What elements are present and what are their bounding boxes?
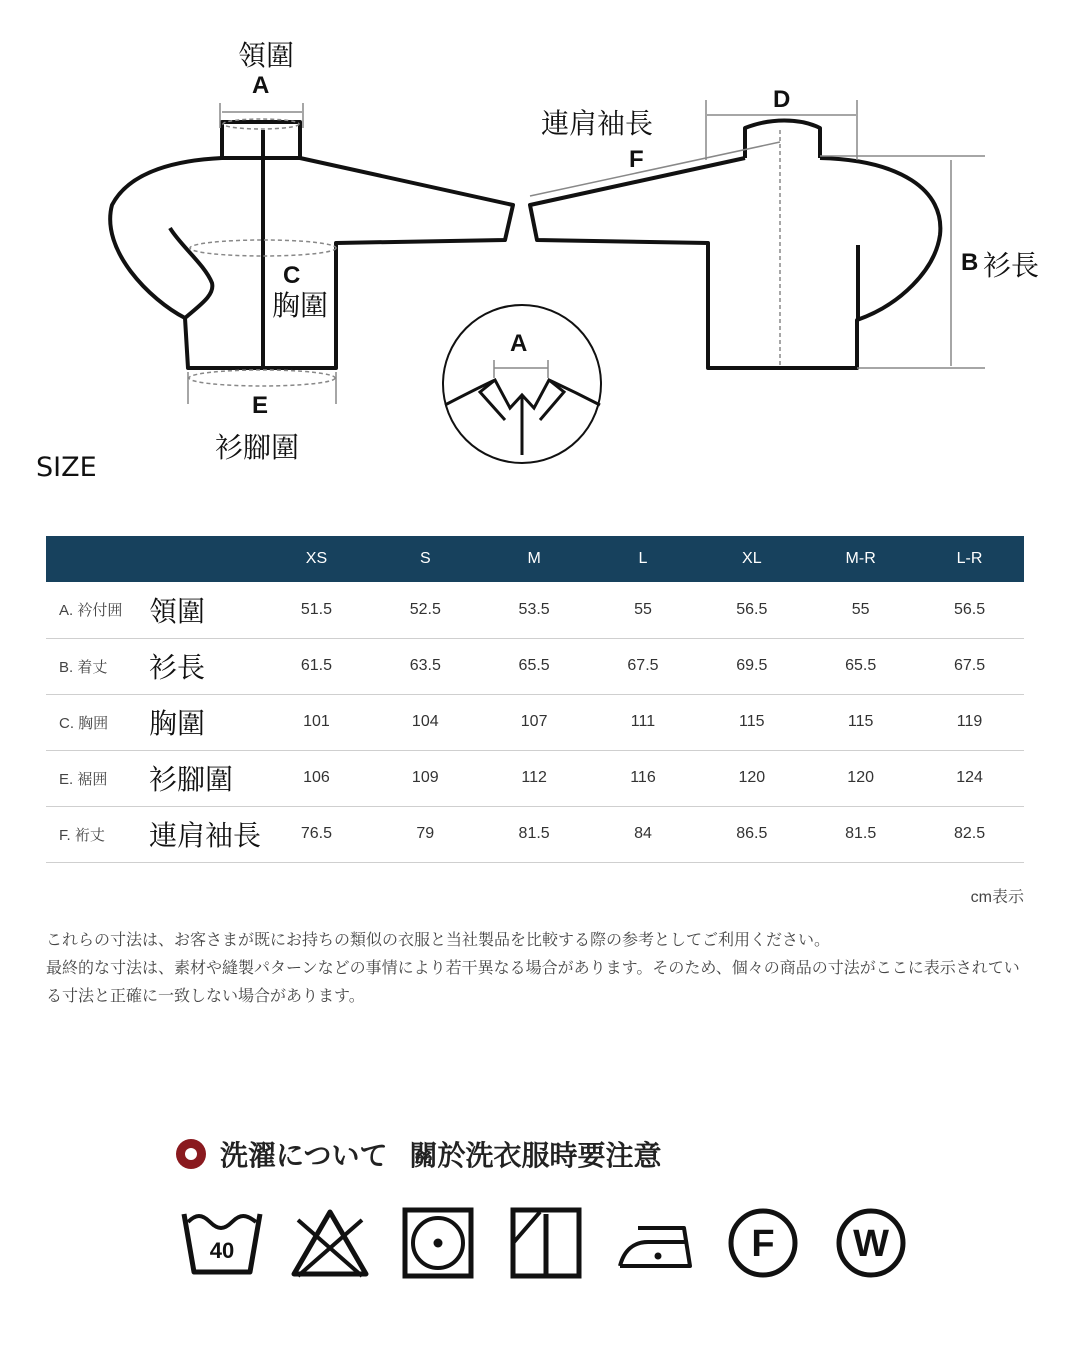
row-label-cn: 衫腳圍 — [149, 763, 234, 796]
table-cell: 53.5 — [518, 600, 550, 618]
size-title: SIZE — [36, 452, 97, 483]
size-col-lr: L-R — [956, 550, 983, 567]
wash-temp-text: 40 — [209, 1238, 235, 1263]
wet-clean-w-icon — [834, 1206, 908, 1280]
table-row — [46, 638, 1024, 694]
table-cell: 67.5 — [953, 657, 986, 674]
table-cell: 81.5 — [845, 825, 877, 842]
table-cell: 55 — [851, 600, 870, 618]
table-cell: 81.5 — [518, 825, 550, 842]
line-dry-shade-icon — [510, 1206, 582, 1280]
tumble-dry-low-icon — [402, 1206, 474, 1280]
table-cell: 76.5 — [300, 825, 332, 842]
table-cell: 116 — [630, 769, 656, 786]
wet-clean-letter: W — [853, 1223, 889, 1265]
wash-40-icon — [180, 1206, 264, 1280]
row-label: A. 衿付囲 — [59, 602, 123, 620]
table-cell: 115 — [847, 713, 874, 730]
letter-c: C — [283, 262, 301, 289]
collar-detail — [443, 305, 601, 463]
table-cell: 120 — [738, 769, 766, 786]
table-cell: 82.5 — [953, 825, 986, 842]
row-label: F. 裄丈 — [59, 826, 105, 844]
table-cell: 106 — [303, 769, 330, 786]
table-row — [46, 806, 1024, 862]
table-cell: 65.5 — [845, 657, 877, 674]
care-heading-cn: 關於洗衣服時要注意 — [409, 1139, 662, 1172]
table-row — [46, 582, 1024, 638]
row-label: B. 着丈 — [59, 658, 108, 676]
table-cell: 55 — [634, 600, 652, 618]
label-chest: 胸圍 — [272, 289, 329, 322]
table-cell: 61.5 — [300, 657, 332, 674]
row-label-cn: 胸圍 — [149, 707, 206, 740]
row-label: C. 胸囲 — [59, 714, 109, 732]
table-row — [46, 694, 1024, 750]
table-cell: 111 — [630, 713, 656, 730]
note-paragraph-1: これらの寸法は、お客さまが既にお持ちの類似の衣服と当社製品を比較する際の参考としてご利用ください。 — [46, 930, 831, 949]
table-cell: 51.5 — [300, 600, 332, 618]
size-col-l: L — [638, 550, 648, 567]
iron-low-icon — [614, 1206, 694, 1280]
table-cell: 84 — [634, 825, 652, 842]
garment-diagram — [0, 0, 1080, 480]
dry-clean-f-icon — [726, 1206, 800, 1280]
no-bleach-icon — [290, 1206, 370, 1280]
row-label-cn: 衫長 — [149, 651, 206, 684]
table-cell: 124 — [956, 769, 983, 786]
label-collar: 領圍 — [238, 39, 295, 72]
table-cell: 120 — [847, 769, 874, 786]
table-cell: 119 — [956, 713, 983, 730]
table-cell: 67.5 — [627, 657, 659, 674]
unit-note: cm表示 — [970, 889, 1024, 906]
letter-a-top: A — [252, 72, 270, 99]
care-heading — [176, 1134, 661, 1174]
table-cell: 56.5 — [736, 600, 768, 618]
table-cell: 79 — [416, 825, 435, 842]
dry-clean-letter: F — [751, 1223, 775, 1265]
table-cell: 101 — [303, 713, 330, 730]
table-cell: 109 — [411, 769, 439, 786]
label-sleeve: 連肩袖長 — [541, 107, 654, 140]
table-cell: 112 — [521, 769, 547, 786]
letter-a-detail: A — [510, 330, 528, 357]
size-col-mr: M-R — [845, 550, 876, 567]
row-label-cn: 領圍 — [149, 594, 206, 628]
table-cell: 65.5 — [518, 657, 550, 674]
size-col-xl: XL — [742, 550, 762, 567]
table-cell: 69.5 — [736, 657, 768, 674]
label-hem: 衫腳圍 — [215, 431, 300, 464]
row-label: E. 裾囲 — [59, 770, 108, 788]
table-cell: 104 — [411, 713, 439, 730]
table-cell: 52.5 — [409, 600, 441, 618]
table-row — [46, 750, 1024, 806]
row-label-cn: 連肩袖長 — [149, 819, 262, 852]
table-cell: 107 — [520, 713, 548, 730]
back-jacket-outline — [745, 121, 820, 159]
table-cell: 56.5 — [953, 600, 986, 618]
table-cell: 86.5 — [736, 825, 768, 842]
letter-f: F — [629, 146, 644, 173]
letter-b: B — [961, 249, 979, 276]
note-paragraph-2: 最終的な寸法は、素材や縫製パターンなどの事情により若干異なる場合があります。そのため、個々の商品の寸法がここに表示されている寸法と正確に一致しない場合があります。 — [46, 958, 1020, 1005]
size-table — [46, 536, 1024, 863]
size-col-xs: XS — [305, 550, 328, 567]
size-col-m: M — [527, 550, 541, 567]
size-col-s: S — [419, 550, 431, 567]
table-cell: 115 — [739, 713, 765, 730]
size-header-row — [46, 536, 1024, 582]
letter-e: E — [252, 392, 269, 419]
label-length: 衫長 — [983, 249, 1040, 282]
care-heading-jp: 洗濯について — [220, 1139, 388, 1172]
letter-d: D — [773, 86, 791, 113]
bullet-icon — [176, 1139, 206, 1169]
table-cell: 63.5 — [409, 657, 441, 674]
